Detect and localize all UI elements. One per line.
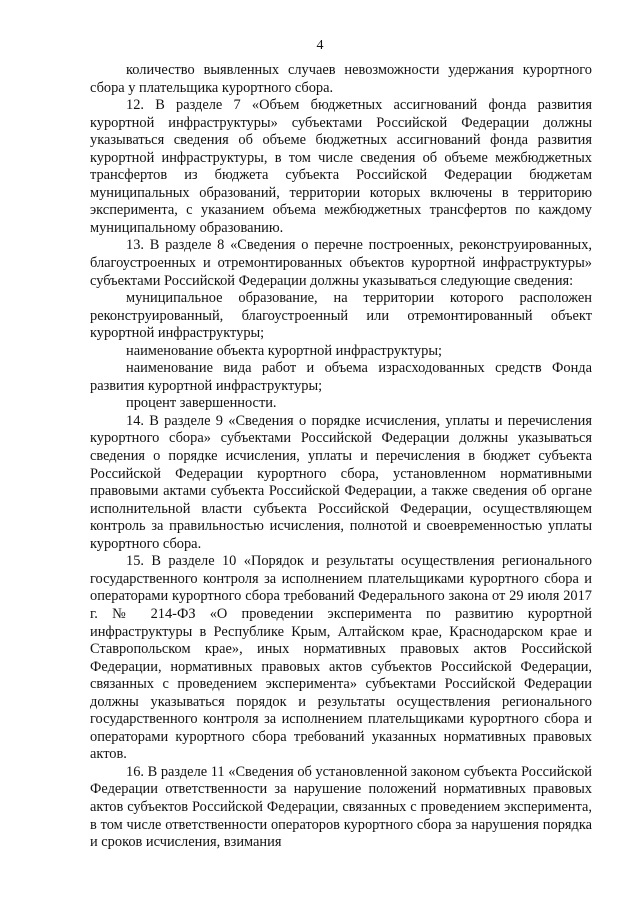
paragraph-item-15: 15. В разделе 10 «Порядок и результаты осуществления регионального государственного контроля за исполнением плательщиками курортного сбора и операторами курортного сбора требований Федерального закона от 29 июля 2017 г. № 214-ФЗ «О проведении эксперимента по развитию курортной инфраструктуры в Республике Крым, Алтайском крае, Краснодарском крае и Ставропольском крае», иных нормативных правовых актов Российской Федерации, нормативных правовых актов субъектов Российской Федерации, связанных с проведением эксперимента» субъектами Российской Федерации должны указываться порядок и результаты осуществления регионального государственного контроля за исполнением плательщиками курортного сбора и операторами курортного сбора требований указанных нормативных правовых актов.: [90, 553, 592, 763]
paragraph-item-14: 14. В разделе 9 «Сведения о порядке исчисления, уплаты и перечисления курортного сбора» субъектами Российской Федерации должны указываться сведения о порядке исчисления, уплаты и перечисления в бюджет субъекта Российской Федерации курортного сбора, установленном нормативными правовыми актами субъекта Российской Федерации, а также сведения об органе исполнительной власти субъекта Российской Федерации, осуществляющем контроль за правильностью исчисления, полнотой и своевременностью уплаты курортного сбора.: [90, 412, 592, 552]
document-body: [90, 62, 592, 852]
page-number: 4: [316, 38, 324, 53]
paragraph-item-16: 16. В разделе 11 «Сведения об установленной законом субъекта Российской Федерации ответственности за нарушение положений нормативных правовых актов субъектов Российской Федерации, связанных с проведением эксперимента, в том числе ответственности операторов курортного сбора за нарушения порядка и сроков исчисления, взимания: [90, 763, 592, 851]
paragraph-item-12: 12. В разделе 7 «Объем бюджетных ассигнований фонда развития курортной инфраструктуры» субъектами Российской Федерации должны указываться сведения об объеме бюджетных ассигнований фонда развития курортной инфраструктуры, в том числе сведения об объеме межбюджетных трансфертов из бюджета субъекта Российской Федерации бюджетам муниципальных образований, территории которых включены в территорию эксперимента, с указанием объема межбюджетных трансфертов по каждому муниципальному образованию.: [90, 97, 592, 236]
paragraph-completion-percent: процент завершенности.: [126, 395, 277, 412]
paragraph-item-13: 13. В разделе 8 «Сведения о перечне построенных, реконструированных, благоустроенных и отремонтированных объектов курортной инфраструктуры» субъектами Российской Федерации должны указываться следующие сведения:: [90, 237, 592, 289]
paragraph-object-name: наименование объекта курортной инфраструктуры;: [126, 342, 442, 359]
paragraph-municipal-formation: муниципальное образование, на территории которого расположен реконструированный, благоустроенный или отремонтированный объект курортной инфраструктуры;: [90, 290, 592, 342]
paragraph-continuation: количество выявленных случаев невозможности удержания курортного сбора у плательщика курортного сбора.: [90, 62, 592, 96]
paragraph-works-and-funds: наименование вида работ и объема израсходованных средств Фонда развития курортной инфраструктуры;: [90, 360, 592, 394]
